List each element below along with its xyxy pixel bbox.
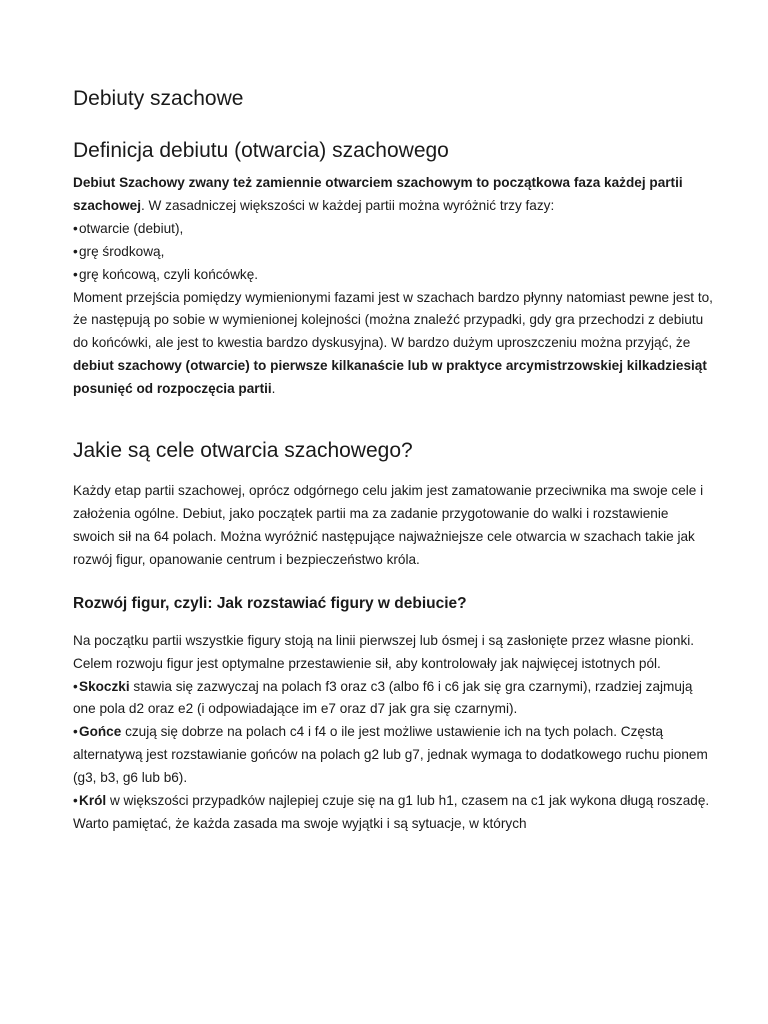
definition-rest-text: . W zasadniczej większości w każdej partii można wyróżnić trzy fazy: [141,197,555,213]
bullet-icon: • [73,220,78,236]
section-heading-development: Rozwój figur, czyli: Jak rozstawiać figury w debiucie? [73,594,467,612]
goals-paragraph: Każdy etap partii szachowej, oprócz odgórnego celu jakim jest zamatowanie przeciwnika ma swoje cele i założenia ogólne. Debiut, jako początek partii ma za zadanie przygotowanie do walki i rozstawienie swoich sił na 64 polach. Można wyróżnić następujące najważniejsze cele otwarcia w szachach takie jak rozwój figur, opanowanie centrum i bezpieczeństwo króla. [73,483,704,567]
list-item [73,264,713,287]
list-item-text: otwarcie (debiut), [79,220,184,236]
piece-text: stawia się zazwyczaj na polach f3 oraz c3 (albo f6 i c6 jak się gra czarnymi), rzadziej zajmują one pola d2 oraz e2 (i odpowiadające im e7 oraz d7 jak gra się czarnymi). [73,678,693,717]
section-heading-goals: Jakie są cele otwarcia szachowego? [73,439,413,463]
piece-name: Król [79,793,107,809]
document-page [73,84,713,836]
definition-bold-text: Debiut Szachowy zwany też zamiennie otwarciem szachowym to początkowa faza każdej partii szachowej [73,175,683,213]
bullet-icon: • [73,243,78,259]
bullet-icon: • [73,724,78,740]
list-item [73,218,713,241]
transition-paragraph [73,287,713,402]
definition-paragraph [73,172,713,218]
list-item [73,790,713,836]
bullet-icon: • [73,793,78,809]
list-item-text: grę końcową, czyli końcówkę. [79,266,259,282]
list-item [73,241,713,264]
section-heading-definition: Definicja debiutu (otwarcia) szachowego [73,139,449,162]
piece-text: czują się dobrze na polach c4 i f4 o ile jest możliwe ustawienie ich na tych polach. Częstą alternatywą jest rozstawianie gońców na polach g2 lub g7, jednak wymaga to dodatkowego ruchu pionem (g3, b3, g6 lub b6). [73,724,708,786]
bullet-icon: • [73,678,78,694]
bullet-icon: • [73,266,78,282]
list-item-text: grę środkową, [79,243,165,259]
piece-list [73,676,713,836]
piece-name: Skoczki [79,678,130,694]
list-item [73,676,713,722]
transition-text: Moment przejścia pomiędzy wymienionymi fazami jest w szachach bardzo płynny natomiast pewne jest to, że następują po sobie w wymienionej kolejności (można znaleźć przypadki, gdy gra przechodzi z debiutu do końcówki, ale jest to kwestia bardzo dyskusyjna). W bardzo dużym uproszczeniu można przyjąć, że [73,289,713,351]
transition-end-text: . [271,381,276,397]
list-item [73,721,713,790]
transition-bold-text: debiut szachowy (otwarcie) to pierwsze kilkanaście lub w praktyce arcymistrzowskiej kilkadziesiąt posunięć od rozpoczęcia partii [73,358,707,397]
development-paragraph: Na początku partii wszystkie figury stoją na linii pierwszej lub ósmej i są zasłonięte przez własne pionki. Celem rozwoju figur jest optymalne przestawienie sił, aby kontrolowały jak najwięcej istotnych pól. [73,632,695,671]
document-title: Debiuty szachowe [73,87,244,110]
phase-list [73,218,713,287]
piece-text: w większości przypadków najlepiej czuje się na g1 lub h1, czasem na c1 jak wykona długą roszadę. Warto pamiętać, że każda zasada ma swoje wyjątki i są sytuacje, w których [73,793,710,831]
piece-name: Gońce [79,724,122,740]
